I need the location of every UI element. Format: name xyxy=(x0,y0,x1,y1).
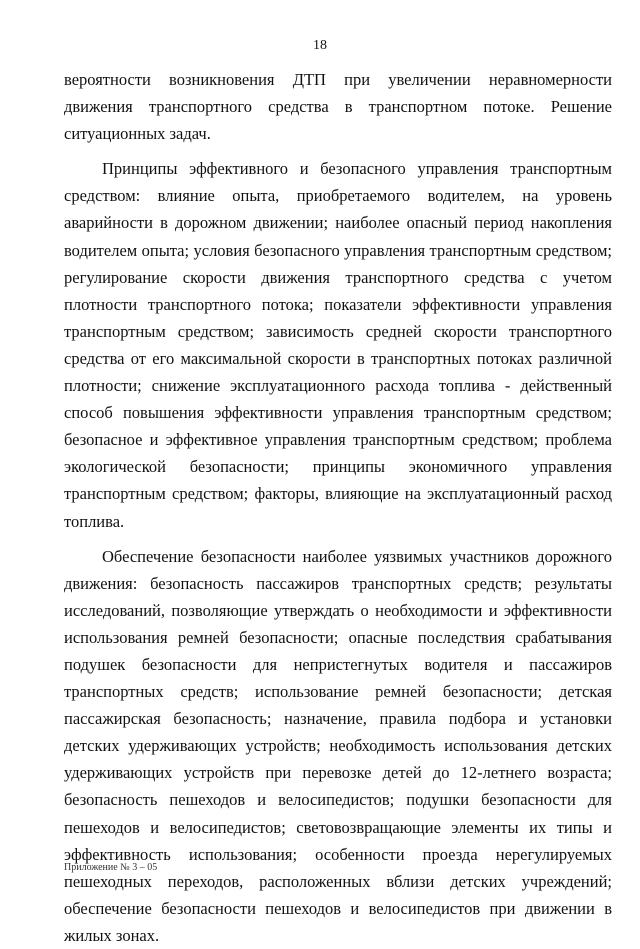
page-number: 18 xyxy=(313,38,327,53)
paragraph-continuation: вероятности возникновения ДТП при увеличении неравномерности движения транспортного средства в транспортном потоке. Решение ситуационных задач. xyxy=(64,70,612,144)
paragraph-driving-principles: Принципы эффективного и безопасного управления транспортным средством: влияние опыта, приобретаемого водителем, на уровень аварийности в дорожном движении; наиболее опасный период накопления водителем опыта; условия безопасного управления транспортным средством; регулирование скорости движения транспортного средства с учетом плотности транспортного потока; показатели эффективности управления транспортным средством; зависимость средней скорости транспортного средства от его максимальной скорости в транспортных потоках различной плотности; снижение эксплуатационного расхода топлива - действенный способ повышения эффективности управления транспортным средством; безопасное и эффективное управления транспортным средством; проблема экологической безопасности; принципы экономичного управления транспортным средством; факторы, влияющие на эксплуатационный расход топлива. xyxy=(64,159,612,531)
footer-note: Приложение № 3 – 05 xyxy=(64,862,158,873)
paragraph-vulnerable-participants: Обеспечение безопасности наиболее уязвимых участников дорожного движения: безопасность пассажиров транспортных средств; результаты исследований, позволяющие утверждать о необходимости и эффективности использования ремней безопасности; опасные последствия срабатывания подушек безопасности для непристегнутых водителя и пассажиров транспортных средств; использование ремней безопасности; детская пассажирская безопасность; назначение, правила подбора и установки детских удерживающих устройств; необходимость использования детских удерживающих устройств при перевозке детей до 12-летнего возраста; безопасность пешеходов и велосипедистов; подушки безопасности для пешеходов и велосипедистов; световозвращающие элементы их типы и эффективность использования; особенности проезда нерегулируемых пешеходных переходов, расположенных вблизи детских учреждений; обеспечение безопасности пешеходов и велосипедистов при движении в жилых зонах. xyxy=(64,546,612,945)
document-body xyxy=(64,66,612,949)
